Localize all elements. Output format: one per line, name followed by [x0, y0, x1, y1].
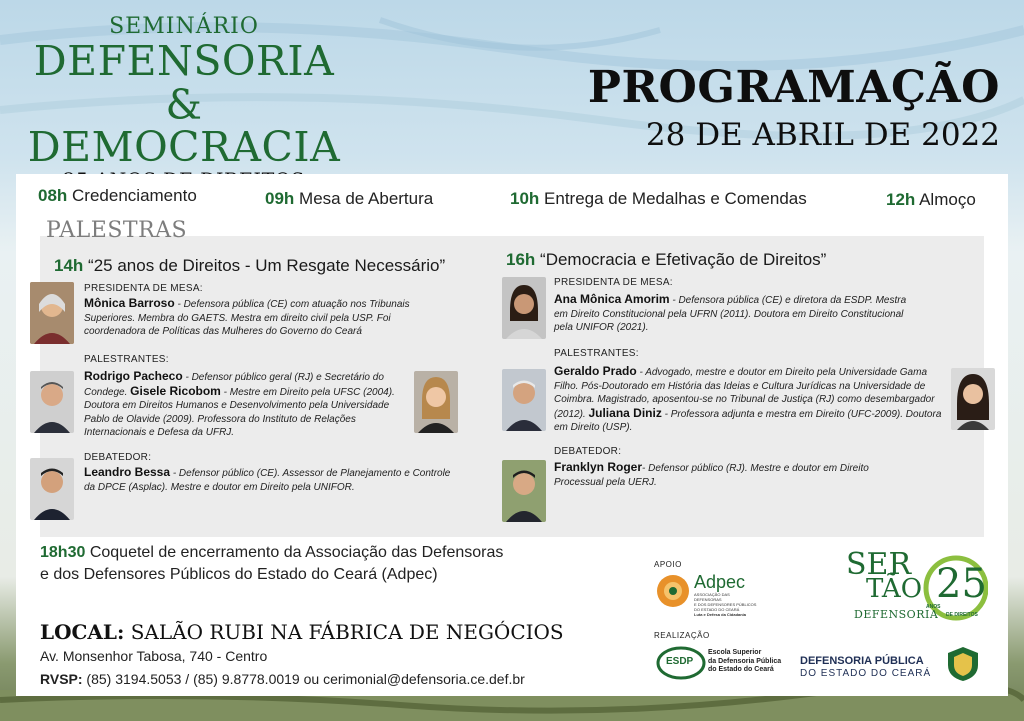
- speaker-name: Ana Mônica Amorim: [554, 292, 670, 306]
- role-label: PRESIDENTA DE MESA:: [554, 277, 673, 288]
- speaker-name: Mônica Barroso: [84, 296, 175, 310]
- speaker-bio: [554, 293, 908, 335]
- esdp-abbr: ESDP: [666, 656, 694, 667]
- speaker-photo: [951, 368, 995, 430]
- sertao-number: 25: [936, 561, 987, 607]
- speaker-photo: [502, 369, 546, 431]
- defensoria-name-line-2: DO ESTADO DO CEARÁ: [800, 668, 932, 679]
- palestras-title: PALESTRAS: [46, 218, 188, 243]
- schedule-item-abertura: [265, 189, 433, 209]
- adpec-name: Adpec: [694, 572, 746, 592]
- role-label: DEBATEDOR:: [554, 446, 622, 457]
- adpec-logo: [656, 572, 757, 617]
- schedule-time: 10h: [510, 189, 540, 208]
- sertao-text-1: SER: [846, 547, 912, 582]
- schedule-item-credenciamento: [38, 186, 197, 206]
- speaker-photo: [502, 277, 546, 339]
- closing-cocktail: [40, 542, 620, 586]
- defensoria-logo: [800, 645, 990, 683]
- title-line-2: DEMOCRACIA: [27, 123, 341, 171]
- rsvp-contact: (85) 3194.5053 / (85) 9.8778.0019 ou cerimonial@defensoria.ce.def.br: [82, 671, 525, 687]
- speaker-description: - Professora adjunta e mestra em Direito (UFC-2009). Doutora em Direito (USP).: [554, 408, 942, 433]
- role-label: PALESTRANTES:: [84, 354, 169, 365]
- adpec-subtitle: ASSOCIAÇÃO DAS DEFENSORAS E DOS DEFENSORES PÚBLICOS DO ESTADO DO CEARÁ Luta e Defesa da Cidadania: [694, 592, 757, 617]
- role-label: PALESTRANTES:: [554, 348, 639, 359]
- speaker-description: - Mestre em Direito pela UFSC (2004). Doutora em Direitos Humanos e Desenvolvimento pela Universidade Pablo de Olavide (2009). Professora do Instituto de Relações Internacionais e Defesa da UFRJ.: [84, 386, 395, 438]
- speaker-description: - Defensor público (RJ). Mestre e doutor em Direito Processual pela UERJ.: [554, 463, 869, 488]
- address: Av. Monsenhor Tabosa, 740 - Centro: [40, 648, 268, 664]
- schedule-time: 12h: [886, 190, 916, 209]
- speaker-description: - Defensora pública (CE) com atuação nos Tribunais Superiores. Membra do GAETS. Mestra em direito civil pela USP. Foi coordenadora de Políticas das Mulheres do Governo do Ceará: [84, 299, 410, 337]
- schedule-item-almoco: [886, 190, 976, 210]
- sertao-25-logo: [844, 547, 988, 626]
- speaker-description: - Defensor público geral (RJ) e Secretário do Condege.: [84, 372, 384, 398]
- speaker-photo: [502, 460, 546, 522]
- location-place: SALÃO RUBI NA FÁBRICA DE NEGÓCIOS: [124, 620, 564, 644]
- event-title-block: [14, 14, 354, 191]
- speaker-bio: [84, 297, 452, 339]
- closing-line-1: Coquetel de encerramento da Associação das Defensoras: [85, 544, 504, 561]
- session-time: 16h: [506, 250, 536, 269]
- closing-time: 18h30: [40, 544, 86, 561]
- speaker-description: - Advogado, mestre e doutor em Direito pela Universidade Gama Filho. Pós-Doutorado em História das Ideias e Cultura Jurídicas na Universidade de Coimbra. Magistrado, aposentou-se no Tribunal de Justiça (RJ) como desembargador (2012).: [554, 367, 935, 420]
- event-date: 28 DE ABRIL DE 2022: [645, 117, 1000, 153]
- speaker-name: Juliana Diniz: [588, 405, 662, 420]
- speaker-name: Leandro Bessa: [84, 465, 171, 479]
- session-title: “25 anos de Direitos - Um Resgate Necessário”: [88, 256, 446, 275]
- rsvp-label: RVSP:: [40, 671, 83, 687]
- speaker-bio: [84, 466, 460, 494]
- defensoria-name-line-1: DEFENSORIA PÚBLICA: [800, 655, 924, 667]
- schedule-time: 08h: [38, 186, 68, 205]
- speaker-name: Rodrigo Pacheco: [84, 369, 183, 383]
- defensoria-seal-icon: [944, 645, 982, 683]
- session-2-heading: [506, 250, 826, 270]
- speaker-name: Gisele Ricobom: [130, 383, 221, 398]
- realizacao-label: REALIZAÇÃO: [654, 631, 710, 640]
- session-1-heading: [54, 256, 445, 276]
- schedule-label: Almoço: [919, 190, 976, 209]
- speaker-description: - Defensora pública (CE) e diretora da ESDP. Mestra em Direito Constitucional pela UFRN (2011). Doutora em Direito Constitucional pela UNIFOR (2021).: [554, 295, 907, 333]
- location-line: [40, 620, 564, 644]
- session-time: 14h: [54, 256, 84, 275]
- speaker-photo: [30, 282, 74, 344]
- role-label: PRESIDENTA DE MESA:: [84, 283, 203, 294]
- program-header: [588, 62, 1000, 153]
- schedule-label: Credenciamento: [72, 186, 197, 205]
- apoio-label: APOIO: [654, 560, 682, 569]
- sertao-defensoria: DEFENSORIA: [854, 608, 939, 621]
- speaker-photo: [30, 458, 74, 520]
- schedule-label: Entrega de Medalhas e Comendas: [544, 189, 807, 208]
- esdp-logo: [656, 645, 786, 681]
- speaker-bio: [554, 461, 914, 489]
- session-title: “Democracia e Efetivação de Direitos”: [540, 250, 827, 269]
- seminar-label: SEMINÁRIO: [109, 14, 259, 39]
- speaker-photo: [414, 371, 458, 433]
- program-title: PROGRAMAÇÃO: [587, 62, 1000, 113]
- speaker-name: Franklyn Roger: [554, 460, 643, 474]
- schedule-label: Mesa de Abertura: [299, 189, 434, 208]
- sertao-anos: ANOS: [926, 604, 941, 610]
- speaker-bio: [554, 365, 944, 435]
- speaker-name: Geraldo Prado: [554, 364, 637, 378]
- schedule-item-medalhas: [510, 189, 807, 209]
- esdp-name: Escola Superior da Defensoria Pública do Estado do Ceará: [708, 649, 782, 673]
- adpec-emblem-icon: [656, 574, 690, 608]
- schedule-time: 09h: [265, 189, 295, 208]
- sertao-direitos: DE DIREITOS: [946, 612, 978, 618]
- title-line-1: DEFENSORIA &: [33, 37, 335, 129]
- rsvp-line: [40, 671, 525, 687]
- sertao-text-2: TÃO: [866, 574, 923, 604]
- speaker-photo: [30, 371, 74, 433]
- closing-line-2: e dos Defensores Públicos do Estado do Ceará (Adpec): [40, 566, 438, 583]
- speaker-bio: [84, 370, 404, 440]
- location-label: LOCAL:: [40, 620, 125, 644]
- role-label: DEBATEDOR:: [84, 452, 152, 463]
- speaker-description: - Defensor público (CE). Assessor de Planejamento e Controle da DPCE (Asplac). Mestre e doutor em Direito pela UNIFOR.: [84, 468, 451, 493]
